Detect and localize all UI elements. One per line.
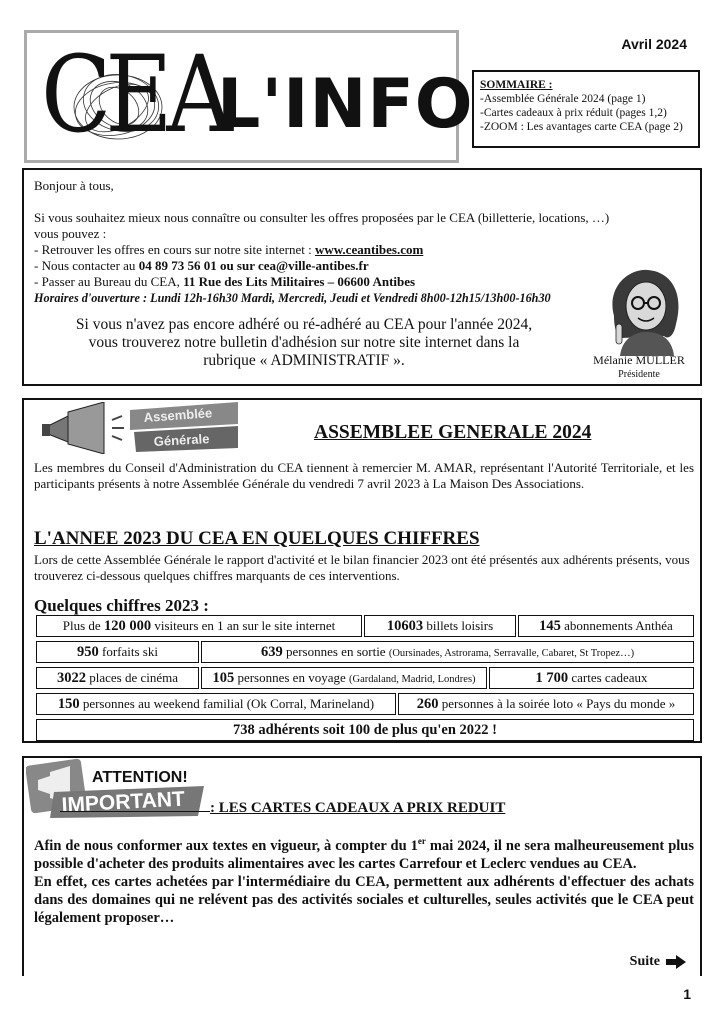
badge-important: IMPORTANT (61, 787, 186, 817)
section-text: Les membres du Conseil d'Administration du CEA tiennent à remercier M. AMAR, représentant l'Autorité Territoriale, et les participants présents à notre Assemblée Générale du vendredi 7 avril 2023 à La Maison Des Associations. (34, 460, 694, 491)
website-link[interactable]: www.ceantibes.com (314, 242, 424, 257)
figure-cell: 639 personnes en sortie (Oursinades, Astrorama, Serravalle, Cabaret, St Tropez…) (201, 641, 694, 663)
general-assembly-section (22, 398, 702, 743)
intro-box (22, 168, 702, 386)
continue-link[interactable]: Suite (630, 954, 686, 970)
figure-cell: 260 personnes à la soirée loto « Pays du monde » (398, 693, 694, 715)
president-avatar-icon (602, 266, 686, 356)
issue-date: Avril 2024 (621, 36, 687, 52)
bullet-website: - Retrouver les offres en cours sur notre site internet : www.ceantibes.com (34, 242, 424, 257)
table-of-contents (472, 70, 700, 148)
address: 11 Rue des Lits Militaires – 06600 Antibes (183, 274, 416, 289)
badge-attention: ATTENTION! (92, 769, 188, 786)
arrow-right-icon (666, 955, 686, 969)
opening-hours: Horaires d'ouverture : Lundi 12h-16h30 Mardi, Mercredi, Jeudi et Vendredi 8h00-12h15/13h00-16h30 (34, 291, 551, 305)
page-number: 1 (683, 986, 691, 1002)
figure-cell: 950 forfaits ski (36, 641, 199, 663)
section-title: : LES CARTES CADEAUX A PRIX REDUIT (60, 797, 505, 817)
figure-cell: 3022 places de cinéma (36, 667, 199, 689)
adhesion-notice: Si vous n'avez pas encore adhéré ou ré-adhéré au CEA pour l'année 2024, vous trouverez notre bulletin d'adhésion sur notre site internet dans la rubrique « ADMINISTRATIF ». (75, 316, 533, 369)
intro-line: vous pouvez : (34, 226, 107, 241)
figure-cell: 105 personnes en voyage (Gardaland, Madrid, Londres) (201, 667, 487, 689)
toc-item: -Assemblée Générale 2024 (page 1) (480, 93, 646, 105)
toc-item: -ZOOM : Les avantages carte CEA (page 2) (480, 121, 683, 133)
figures-row (36, 693, 694, 715)
figure-cell: 150 personnes au weekend familial (Ok Corral, Marineland) (36, 693, 396, 715)
figure-cell: Plus de 120 000 visiteurs en 1 an sur le site internet (36, 615, 362, 637)
logo-info: L'INFO (217, 65, 474, 144)
toc-title: SOMMAIRE : (480, 79, 553, 91)
figure-cell-total: 738 adhérents soit 100 de plus qu'en 2022 ! (36, 719, 694, 741)
figures-title: Quelques chiffres 2023 : (34, 596, 209, 615)
intro-line: Si vous souhaitez mieux nous connaître ou consulter les offres proposées par le CEA (billetterie, locations, …) (34, 210, 610, 225)
section-text: Afin de nous conformer aux textes en vigueur, à compter du 1er mai 2024, il ne sera malheureusement plus possible d'acheter des produits alimentaires avec les cartes Carrefour et Leclerc vendues au CEA. En effet, ces cartes achetées par l'intermédiaire du CEA, permettent aux adhérents d'effectuer des achats dans des domaines qui ne relévent pas des activités sociales et culturelles, seules activités que le CEA peut légalement proposer… (34, 836, 695, 926)
greeting: Bonjour à tous, (34, 178, 114, 193)
banner-line1: Assemblée (143, 405, 213, 425)
logo-cea: CEA (41, 33, 227, 157)
bullet-contact: - Nous contacter au 04 89 73 56 01 ou sur cea@ville-antibes.fr (34, 258, 369, 273)
figures-row (36, 667, 694, 689)
figure-cell: 1 700 cartes cadeaux (489, 667, 694, 689)
toc-item: -Cartes cadeaux à prix réduit (pages 1,2) (480, 107, 667, 119)
subsection-text: Lors de cette Assemblée Générale le rapport d'activité et le bilan financier 2023 ont été présentés aux adhérents présents, vous trouverez ci-dessous quelques chiffres marquants de ces interventions. (34, 552, 690, 583)
contact-info: 04 89 73 56 01 ou sur cea@ville-antibes.fr (138, 258, 369, 273)
gift-cards-section (22, 756, 702, 976)
figures-row (36, 615, 694, 637)
president-name: Mélanie MULLER (593, 353, 685, 367)
figure-cell: 145 abonnements Anthéa (518, 615, 694, 637)
banner-line2: Générale (153, 431, 210, 449)
president-role: Présidente (618, 369, 660, 380)
megaphone-banner-icon (42, 402, 242, 454)
figures-row (36, 719, 694, 741)
section-title: ASSEMBLEE GENERALE 2024 (314, 422, 592, 443)
bullet-address: - Passer au Bureau du CEA, 11 Rue des Lits Militaires – 06600 Antibes (34, 274, 416, 289)
logo-frame (24, 30, 474, 163)
subsection-title: L'ANNEE 2023 DU CEA EN QUELQUES CHIFFRES (34, 528, 480, 549)
figures-row (36, 641, 694, 663)
figure-cell: 10603 billets loisirs (364, 615, 516, 637)
